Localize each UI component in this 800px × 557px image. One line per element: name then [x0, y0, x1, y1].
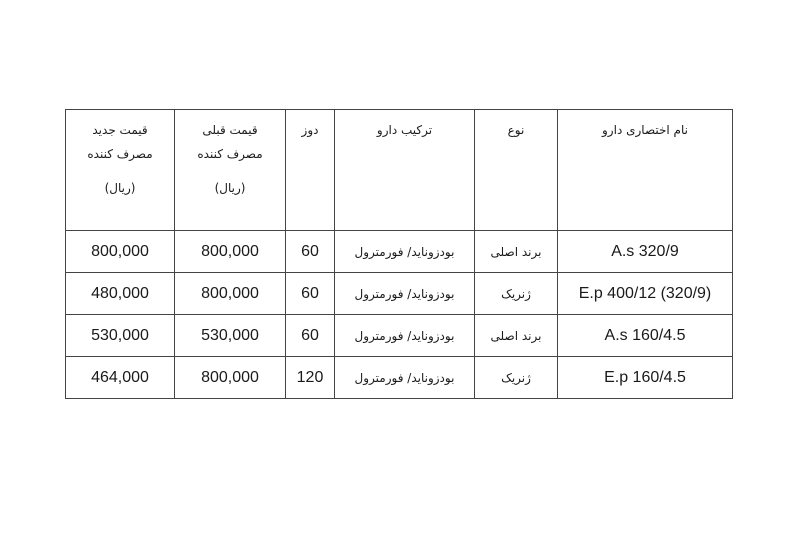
cell-type: برند اصلی: [475, 315, 558, 357]
cell-type: ژنریک: [475, 357, 558, 399]
cell-composition: بودزونايد/ فورمترول: [335, 231, 475, 273]
header-type: نوع: [475, 110, 558, 231]
cell-name: E.p 160/4.5: [558, 357, 733, 399]
cell-dose: 120: [286, 357, 335, 399]
cell-name: E.p 400/12 (320/9): [558, 273, 733, 315]
table-header-row: [66, 110, 733, 231]
cell-old-price: 800,000: [175, 273, 286, 315]
header-old-price-label: قیمت قبلی مصرف کننده: [197, 123, 263, 161]
cell-new-price: 800,000: [66, 231, 175, 273]
table-row: [66, 273, 733, 315]
header-new-price: [66, 110, 175, 231]
cell-old-price: 800,000: [175, 357, 286, 399]
cell-new-price: 464,000: [66, 357, 175, 399]
cell-composition: بودزونايد/ فورمترول: [335, 357, 475, 399]
cell-name: A.s 320/9: [558, 231, 733, 273]
header-new-price-unit: (ریال): [104, 181, 136, 195]
drug-price-table: [65, 109, 733, 399]
cell-new-price: 530,000: [66, 315, 175, 357]
cell-new-price: 480,000: [66, 273, 175, 315]
cell-type: برند اصلی: [475, 231, 558, 273]
table-row: [66, 231, 733, 273]
header-name: نام اختصاری دارو: [558, 110, 733, 231]
cell-dose: 60: [286, 231, 335, 273]
header-new-price-label: قیمت جدید مصرف کننده: [87, 123, 153, 161]
cell-name: A.s 160/4.5: [558, 315, 733, 357]
cell-old-price: 800,000: [175, 231, 286, 273]
cell-composition: بودزونايد/ فورمترول: [335, 273, 475, 315]
table-row: [66, 315, 733, 357]
cell-old-price: 530,000: [175, 315, 286, 357]
cell-dose: 60: [286, 273, 335, 315]
header-dose: دوز: [286, 110, 335, 231]
cell-dose: 60: [286, 315, 335, 357]
header-old-price-unit: (ریال): [214, 181, 246, 195]
header-composition: ترکیب دارو: [335, 110, 475, 231]
table-row: [66, 357, 733, 399]
cell-type: ژنریک: [475, 273, 558, 315]
cell-composition: بودزونايد/ فورمترول: [335, 315, 475, 357]
header-old-price: [175, 110, 286, 231]
